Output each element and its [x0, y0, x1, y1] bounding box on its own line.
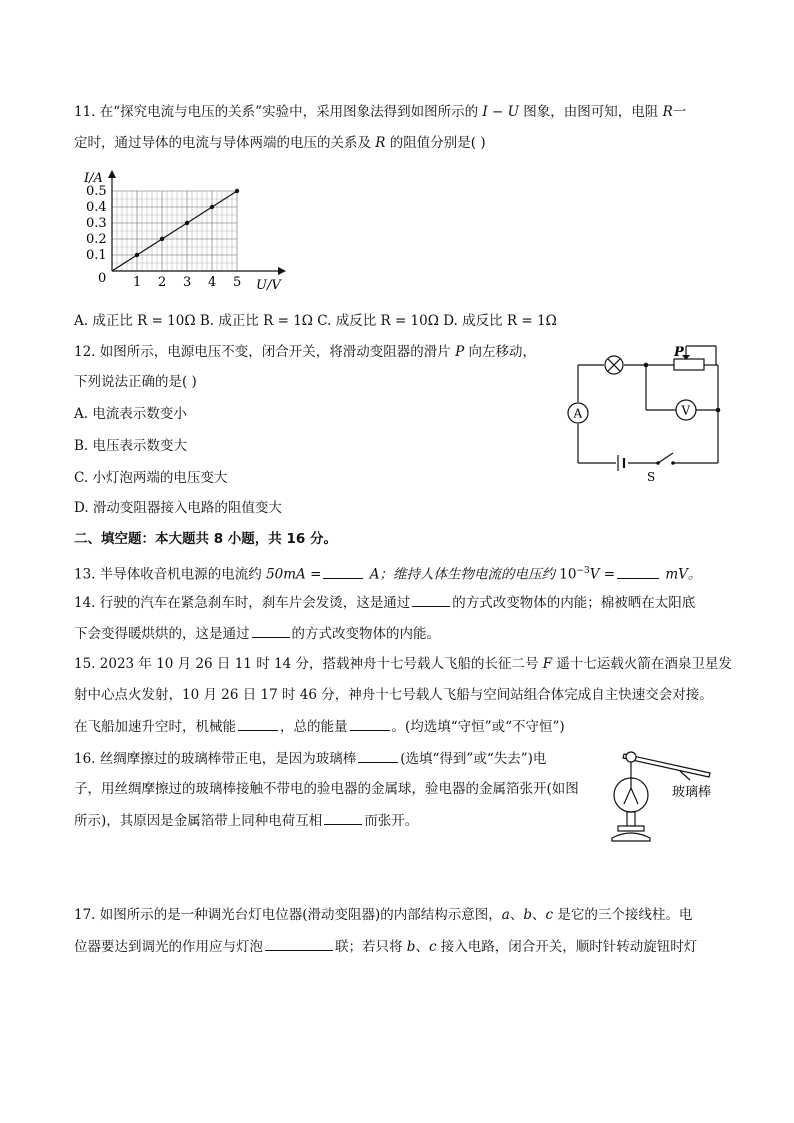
q12-option-a: A. 电流表示数变小	[74, 406, 187, 422]
q12-text: 向左移动，	[464, 344, 536, 360]
q11-options: A. 成正比 R = 10Ω B. 成正比 R = 1Ω C. 成反比 R = 10Ω D. 成反比 R = 1Ω	[74, 313, 557, 329]
data-point	[210, 205, 214, 209]
q13-text: A；维持人体生物电流的电压约	[365, 566, 560, 583]
q12-option-c: C. 小灯泡两端的电压变大	[74, 470, 228, 486]
q14-text: 的方式改变物体的内能；棉被晒在太阳底	[452, 595, 696, 611]
q15-text: 。(均选填“守恒”或“不守恒”)	[391, 719, 565, 735]
q12-option-d: D. 滑动变阻器接入电路的阻值变大	[74, 500, 282, 516]
q15-text: 在飞船加速升空时，机械能	[74, 719, 236, 735]
q17-line1	[74, 905, 692, 925]
q17-terminal: c	[428, 939, 437, 955]
iu-graph	[78, 168, 293, 296]
q17-terminal: b	[406, 939, 416, 955]
circuit-diagram	[566, 340, 726, 485]
q14-text: 的方式改变物体的内能。	[291, 626, 440, 642]
q16-text: 16. 丝绸摩擦过的玻璃棒带正电，是因为玻璃棒	[74, 751, 357, 767]
section-heading: 二、填空题：本大题共 8 小题，共 16 分。	[74, 531, 337, 547]
y-tick-0.1: 0.1	[86, 248, 107, 263]
q13-math: V =	[589, 566, 616, 583]
q17-text: 联；若只将	[335, 939, 407, 955]
q11-r: R	[375, 135, 386, 151]
q13-text: 13. 半导体收音机电源的电流约	[74, 566, 267, 583]
q11-text: 图象，由图可知，电阻	[518, 104, 663, 120]
answer-blank[interactable]	[323, 564, 363, 579]
q13-math: 10	[559, 566, 577, 583]
data-point	[135, 253, 139, 257]
q17-text: 、	[509, 907, 524, 923]
q14-text: 下会变得暖烘烘的，这是通过	[74, 626, 250, 642]
q17-text: 位器要达到调光的作用应与灯泡	[74, 939, 263, 955]
q15-text: 遥十七运载火箭在酒泉卫星发	[552, 656, 732, 672]
voltmeter-label: V	[681, 403, 691, 418]
q16-text: 而张开。	[364, 813, 419, 829]
answer-blank[interactable]	[358, 748, 398, 763]
q11-text: 的阻值分别是( )	[385, 135, 486, 151]
slider-label: P	[674, 345, 684, 360]
q11-r: R	[662, 104, 673, 120]
x-tick-3: 3	[183, 275, 192, 290]
x-axis-label: U/V	[256, 278, 281, 293]
q12-text: 12. 如图所示，电源电压不变，闭合开关，将滑动变阻器的滑片	[74, 344, 456, 360]
q17-text: 17. 如图所示的是一种调光台灯电位器(滑动变阻器)的内部结构示意图，	[74, 907, 502, 923]
data-point	[160, 237, 164, 241]
q17-line2	[74, 936, 697, 957]
switch-icon	[656, 453, 675, 465]
answer-blank[interactable]	[617, 564, 659, 579]
y-tick-0.5: 0.5	[86, 184, 107, 199]
q16-line1	[74, 748, 546, 769]
glass-rod-label: 玻璃棒	[672, 785, 712, 800]
q13-text: mV。	[661, 566, 702, 583]
q11-text: 11. 在“探究电流与电压的关系”实验中，采用图象法得到如图所示的	[74, 104, 483, 120]
q11-text: 一	[672, 104, 687, 120]
x-tick-1: 1	[133, 275, 142, 290]
q17-terminal: b	[523, 907, 533, 923]
junction-dot	[716, 408, 721, 413]
q12-p: P	[455, 344, 465, 360]
q17-terminal: a	[501, 907, 510, 923]
answer-blank[interactable]	[412, 592, 450, 607]
q15-line1	[74, 654, 732, 674]
q12-option-b: B. 电压表示数变大	[74, 438, 188, 454]
answer-blank[interactable]	[238, 716, 278, 731]
x-tick-2: 2	[158, 275, 167, 290]
q14-line1	[74, 592, 695, 613]
electroscope-diagram	[600, 738, 725, 848]
q11-line2	[74, 133, 486, 153]
q14-line2	[74, 623, 440, 644]
q17-text: 、	[415, 939, 429, 955]
q17-text: 接入电路，闭合开关，顺时针转动旋钮时灯	[436, 939, 698, 955]
junction-dot	[644, 363, 649, 368]
lamp-icon	[605, 356, 623, 374]
q17-text: 、	[532, 907, 546, 923]
q15-line2: 射中心点火发射，10 月 26 日 17 时 46 分，神舟十七号载人飞船与空间站组合体完成自主快速交会对接。	[74, 687, 713, 703]
x-tick-4: 4	[208, 275, 217, 290]
q16-text: (选填“得到”或“失去”)电	[400, 751, 547, 767]
battery-icon	[618, 455, 624, 471]
y-tick-0.3: 0.3	[86, 216, 107, 231]
q15-f: F	[542, 656, 553, 672]
x-tick-5: 5	[233, 275, 242, 290]
metal-ball-icon	[626, 752, 636, 762]
data-point	[185, 221, 189, 225]
q15-text: 15. 2023 年 10 月 26 日 11 时 14 分，搭载神舟十七号载人飞船的长征二号	[74, 656, 543, 672]
q16-line3	[74, 810, 418, 831]
q13-math: 50mA =	[266, 566, 322, 583]
q16-line2: 子，用丝绸摩擦过的玻璃棒接触不带电的验电器的金属球，验电器的金属箔张开(如图	[74, 781, 579, 797]
q15-text: ，总的能量	[280, 719, 348, 735]
y-axis-label: I/A	[84, 171, 103, 186]
answer-blank[interactable]	[252, 623, 290, 638]
q12-line1	[74, 342, 536, 362]
switch-label: S	[647, 470, 656, 484]
q13-line	[74, 561, 701, 585]
y-axis-arrow	[108, 170, 116, 178]
rheostat-icon	[674, 359, 704, 370]
q12-line2: 下列说法正确的是( )	[74, 374, 197, 390]
answer-blank[interactable]	[265, 936, 333, 951]
q11-line1	[74, 102, 686, 122]
q11-text: 定时，通过导体的电流与导体两端的电压的关系及	[74, 135, 376, 151]
answer-blank[interactable]	[350, 716, 390, 731]
q13-exponent: −3	[576, 566, 590, 576]
x-axis-arrow	[278, 267, 286, 275]
y-tick-0.4: 0.4	[86, 200, 107, 215]
q15-line3	[74, 716, 565, 737]
answer-blank[interactable]	[324, 810, 362, 825]
ammeter-label: A	[573, 406, 583, 421]
q17-text: 是它的三个接线柱。电	[553, 907, 693, 923]
y-tick-0.2: 0.2	[86, 232, 107, 247]
origin-label: 0	[98, 271, 107, 286]
q14-text: 14. 行驶的汽车在紧急刹车时，刹车片会发烫，这是通过	[74, 595, 411, 611]
q11-iu: I − U	[482, 104, 519, 120]
q16-text: 所示)，其原因是金属箔带上同种电荷互相	[74, 813, 323, 829]
data-point	[235, 189, 239, 193]
q17-terminal: c	[545, 907, 554, 923]
